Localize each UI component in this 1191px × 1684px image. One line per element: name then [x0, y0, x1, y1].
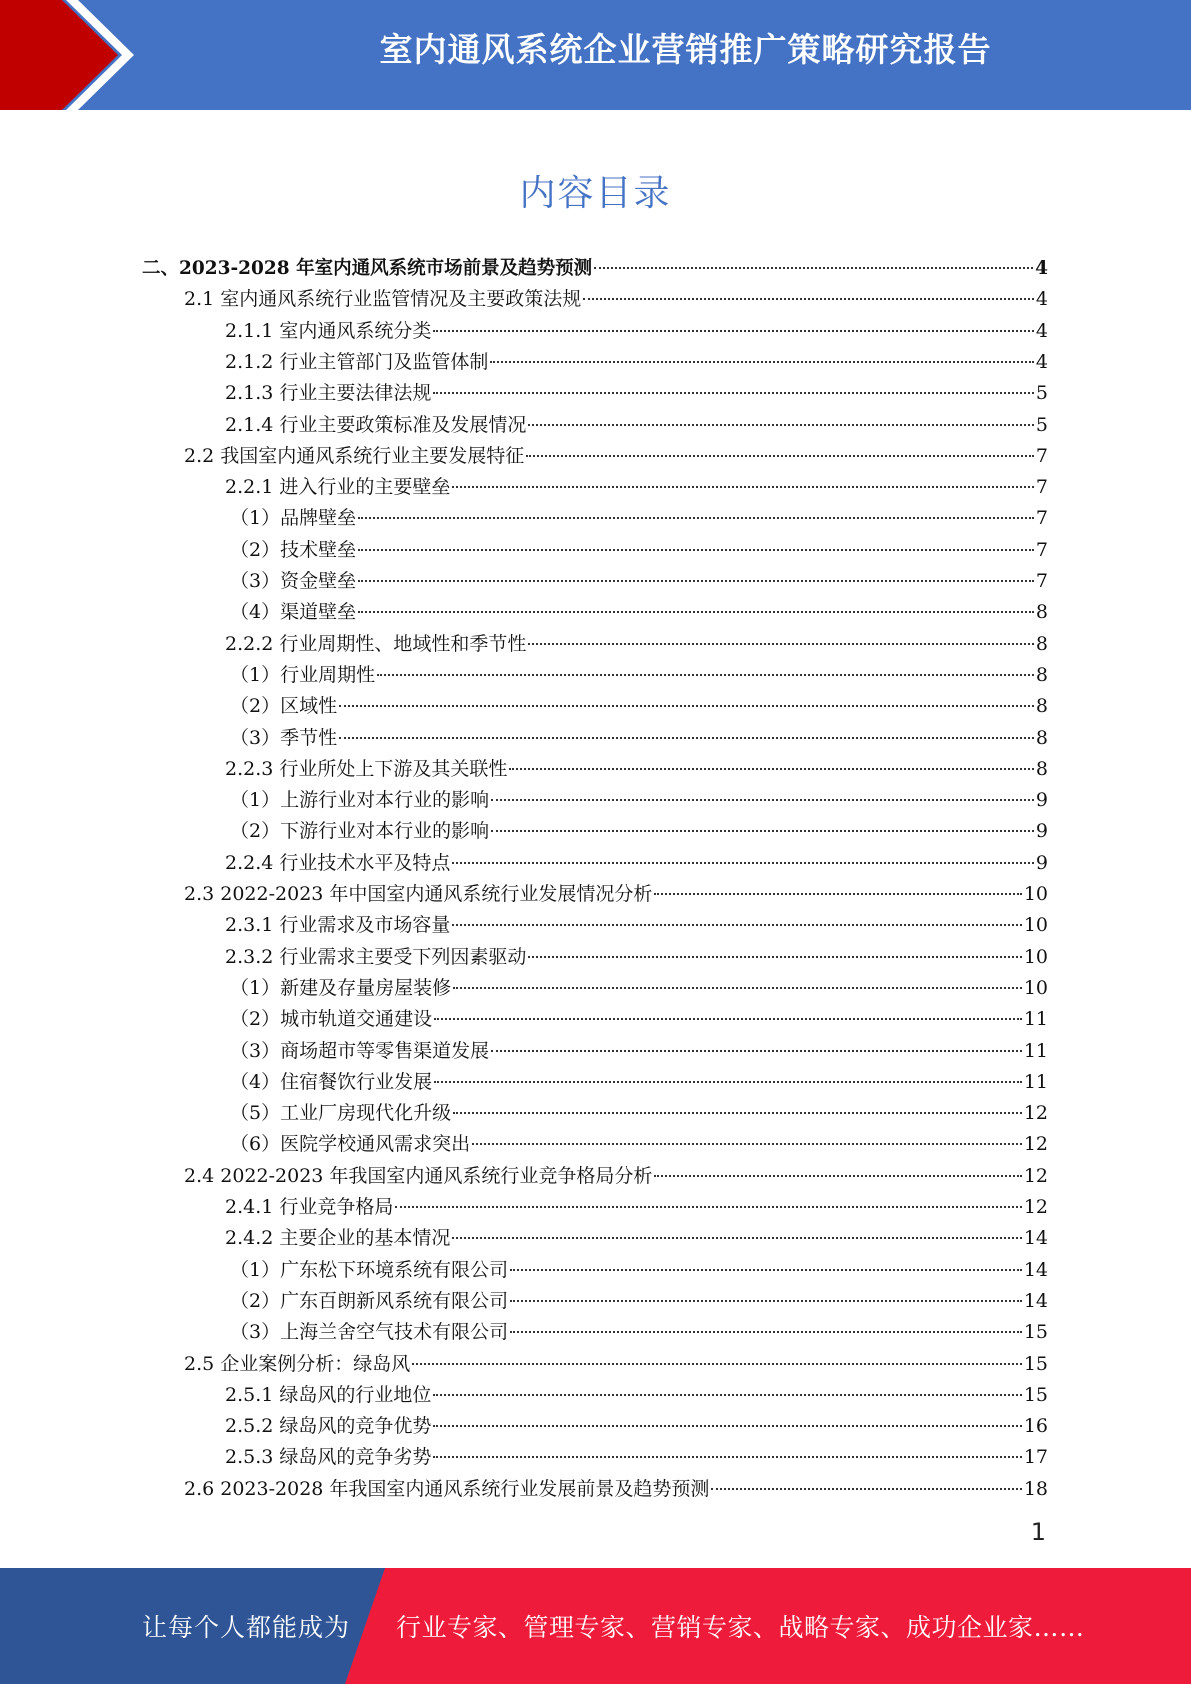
- toc-entry[interactable]: [230, 973, 1048, 1004]
- toc-dot-leader: [490, 361, 1034, 363]
- toc-entry-label: 2.5.3 绿岛风的竞争劣势: [225, 1446, 432, 1469]
- toc-entry-label: 2.2.1 进入行业的主要壁垒: [225, 476, 451, 499]
- toc-dot-leader: [510, 1300, 1022, 1302]
- toc-dot-leader: [433, 1456, 1021, 1458]
- toc-dot-leader: [412, 1363, 1022, 1365]
- toc-dot-leader: [654, 893, 1021, 895]
- toc-entry-page: 12: [1023, 1133, 1048, 1156]
- toc-dot-leader: [377, 674, 1034, 676]
- toc-entry-label: 2.1.1 室内通风系统分类: [225, 319, 432, 342]
- toc-entry-label: （4）住宿餐饮行业发展: [230, 1070, 433, 1093]
- toc-entry-page: 7: [1035, 444, 1048, 467]
- toc-dot-leader: [472, 1143, 1022, 1145]
- toc-dot-leader: [434, 1081, 1022, 1083]
- toc-dot-leader: [434, 1018, 1022, 1020]
- toc-entry-label: （3）商场超市等零售渠道发展: [230, 1039, 490, 1062]
- toc-dot-leader: [509, 768, 1034, 770]
- toc-entry[interactable]: [230, 1255, 1048, 1286]
- toc-entry[interactable]: [230, 535, 1048, 566]
- toc-entry-page: 7: [1035, 538, 1048, 561]
- report-header: [0, 0, 1191, 110]
- red-arrow-icon: [0, 0, 160, 110]
- toc-dot-leader: [594, 267, 1033, 269]
- toc-entry-page: 15: [1023, 1352, 1048, 1375]
- toc-entry[interactable]: [230, 1067, 1048, 1098]
- toc-dot-leader: [654, 1175, 1021, 1177]
- toc-entry-label: （2）城市轨道交通建设: [230, 1008, 433, 1031]
- toc-dot-leader: [433, 1394, 1021, 1396]
- toc-entry-page: 11: [1023, 1039, 1048, 1062]
- toc-dot-leader: [433, 330, 1034, 332]
- toc-dot-leader: [491, 799, 1034, 801]
- toc-entry-page: 11: [1023, 1008, 1048, 1031]
- toc-entry[interactable]: [184, 441, 1048, 472]
- toc-entry-page: 9: [1035, 851, 1048, 874]
- toc-entry-label: 2.2.3 行业所处上下游及其关联性: [225, 757, 508, 780]
- toc-dot-leader: [510, 1269, 1022, 1271]
- toc-dot-leader: [452, 486, 1034, 488]
- toc-entry[interactable]: [225, 1192, 1048, 1223]
- toc-entry[interactable]: [225, 410, 1048, 441]
- toc-entry-label: 2.3.1 行业需求及市场容量: [225, 914, 451, 937]
- toc-entry-page: 10: [1023, 883, 1048, 905]
- toc-entry-label: 2.5 企业案例分析：绿岛风: [184, 1352, 411, 1375]
- toc-entry[interactable]: [142, 253, 1048, 284]
- footer-slogan-left: 让每个人都能成为: [142, 1613, 351, 1642]
- toc-dot-leader: [339, 737, 1034, 739]
- toc-entry[interactable]: [230, 660, 1048, 691]
- toc-entry-page: 7: [1035, 570, 1048, 592]
- toc-entry-label: 2.3.2 行业需求主要受下列因素驱动: [225, 945, 527, 968]
- toc-dot-leader: [452, 1237, 1021, 1239]
- toc-dot-leader: [583, 298, 1034, 300]
- toc-entry-page: 8: [1035, 757, 1048, 780]
- toc-entry-page: 16: [1023, 1415, 1048, 1438]
- toc-entry[interactable]: [225, 316, 1048, 347]
- toc-entry-label: 2.5.1 绿岛风的行业地位: [225, 1383, 432, 1406]
- toc-entry[interactable]: [230, 566, 1048, 597]
- page-number: 1: [1030, 1518, 1046, 1546]
- toc-entry-page: 10: [1023, 945, 1048, 968]
- toc-entry-label: （5）工业厂房现代化升级: [230, 1102, 452, 1125]
- toc-entry[interactable]: [225, 754, 1048, 785]
- toc-entry-label: 2.5.2 绿岛风的竞争优势: [225, 1415, 432, 1438]
- toc-entry[interactable]: [225, 942, 1048, 973]
- toc-entry-label: （6）医院学校通风需求突出: [230, 1133, 471, 1156]
- toc-entry-label: 2.1.3 行业主要法律法规: [225, 382, 432, 405]
- toc-entry[interactable]: [230, 723, 1048, 754]
- toc-entry-page: 5: [1035, 413, 1048, 436]
- toc-dot-leader: [491, 830, 1034, 832]
- toc-entry-page: 14: [1023, 1289, 1048, 1312]
- toc-entry[interactable]: [230, 1129, 1048, 1160]
- toc-entry-label: 2.4 2022-2023 年我国室内通风系统行业竞争格局分析: [184, 1164, 653, 1187]
- toc-entry-page: 10: [1023, 976, 1048, 999]
- toc-entry-page: 10: [1023, 914, 1048, 937]
- toc-dot-leader: [452, 862, 1034, 864]
- toc-entry[interactable]: [225, 347, 1048, 378]
- toc-entry-label: 2.3 2022-2023 年中国室内通风系统行业发展情况分析: [184, 883, 653, 905]
- toc-entry-page: 8: [1035, 695, 1048, 718]
- footer-slogan-right: 行业专家、管理专家、营销专家、战略专家、成功企业家……: [396, 1613, 1085, 1642]
- toc-entry-label: 2.2.4 行业技术水平及特点: [225, 851, 451, 874]
- toc-entry[interactable]: [230, 691, 1048, 722]
- toc-entry[interactable]: [184, 284, 1048, 315]
- toc-entry[interactable]: [230, 1098, 1048, 1129]
- toc-entry[interactable]: [230, 503, 1048, 534]
- toc-entry[interactable]: [184, 1349, 1048, 1380]
- toc-dot-leader: [526, 455, 1034, 457]
- toc-entry-label: 2.4.1 行业竞争格局: [225, 1196, 394, 1218]
- toc-entry-page: 4: [1035, 258, 1048, 279]
- toc-dot-leader: [433, 392, 1034, 394]
- toc-entry-label: （1）广东松下环境系统有限公司: [230, 1258, 509, 1281]
- toc-dot-leader: [528, 956, 1021, 958]
- toc-entry-page: 15: [1023, 1321, 1048, 1344]
- toc-entry-label: （3）季节性: [230, 726, 338, 749]
- toc-entry-page: 9: [1035, 789, 1048, 812]
- toc-entry[interactable]: [225, 1411, 1048, 1442]
- toc-entry-page: 7: [1035, 476, 1048, 499]
- toc-entry[interactable]: [230, 816, 1048, 847]
- toc-entry[interactable]: [225, 472, 1048, 503]
- toc-dot-leader: [528, 424, 1034, 426]
- toc-entry-page: 12: [1023, 1164, 1048, 1187]
- toc-entry-label: 2.1.2 行业主管部门及监管体制: [225, 350, 489, 373]
- toc-entry-page: 8: [1035, 726, 1048, 749]
- toc-entry-label: （2）区域性: [230, 695, 338, 718]
- toc-dot-leader: [711, 1488, 1021, 1490]
- toc-entry[interactable]: [225, 848, 1048, 879]
- toc-entry[interactable]: [230, 597, 1048, 628]
- toc-dot-leader: [453, 987, 1022, 989]
- toc-heading: 内容目录: [519, 173, 672, 214]
- toc-entry[interactable]: [230, 1036, 1048, 1067]
- toc-dot-leader: [528, 643, 1034, 645]
- toc-entry-page: 5: [1035, 382, 1048, 405]
- toc-entry-label: （4）渠道壁垒: [230, 601, 357, 624]
- toc-entry-page: 14: [1023, 1227, 1048, 1250]
- toc-entry-label: 二、2023-2028 年室内通风系统市场前景及趋势预测: [142, 258, 593, 279]
- toc-entry[interactable]: [230, 1317, 1048, 1348]
- toc-dot-leader: [358, 549, 1034, 551]
- toc-entry-label: （2）下游行业对本行业的影响: [230, 820, 490, 843]
- toc-entry-label: （3）资金壁垒: [230, 570, 357, 592]
- toc-entry-label: （1）新建及存量房屋装修: [230, 976, 452, 999]
- report-title: 室内通风系统企业营销推广策略研究报告: [379, 30, 992, 69]
- toc-entry-page: 7: [1035, 507, 1048, 530]
- toc-entry-label: （3）上海兰舍空气技术有限公司: [230, 1321, 509, 1344]
- toc-dot-leader: [358, 517, 1034, 519]
- toc-entry[interactable]: [225, 629, 1048, 660]
- toc-entry-page: 18: [1023, 1477, 1048, 1500]
- toc-entry-page: 14: [1023, 1258, 1048, 1281]
- toc-entry-page: 9: [1035, 820, 1048, 843]
- toc-entry-page: 4: [1035, 319, 1048, 342]
- toc-entry-label: 2.6 2023-2028 年我国室内通风系统行业发展前景及趋势预测: [184, 1477, 710, 1500]
- toc-entry-label: 2.1.4 行业主要政策标准及发展情况: [225, 413, 527, 436]
- toc-entry-page: 12: [1023, 1196, 1048, 1218]
- toc-entry-page: 4: [1035, 288, 1048, 311]
- toc-entry[interactable]: [230, 1286, 1048, 1317]
- toc-entry-label: （2）广东百朗新风系统有限公司: [230, 1289, 509, 1312]
- toc-entry[interactable]: [230, 785, 1048, 816]
- toc-entry[interactable]: [225, 910, 1048, 941]
- toc-entry-page: 4: [1035, 350, 1048, 373]
- toc-entry-page: 8: [1035, 601, 1048, 624]
- toc-dot-leader: [395, 1206, 1021, 1208]
- toc-entry[interactable]: [225, 1442, 1048, 1473]
- toc-entry-page: 8: [1035, 663, 1048, 686]
- toc-dot-leader: [358, 580, 1034, 582]
- toc-entry-label: 2.2 我国室内通风系统行业主要发展特征: [184, 444, 525, 467]
- toc-dot-leader: [433, 1425, 1021, 1427]
- toc-entry-label: 2.2.2 行业周期性、地域性和季节性: [225, 632, 527, 655]
- toc-entry[interactable]: [225, 378, 1048, 409]
- toc-entry-label: （2）技术壁垒: [230, 538, 357, 561]
- toc-dot-leader: [510, 1331, 1022, 1333]
- toc-entry-label: （1）行业周期性: [230, 663, 376, 686]
- toc-entry[interactable]: [225, 1380, 1048, 1411]
- toc-entry-page: 15: [1023, 1383, 1048, 1406]
- toc-dot-leader: [339, 705, 1034, 707]
- toc-dot-leader: [452, 924, 1021, 926]
- toc-entry[interactable]: [184, 1161, 1048, 1192]
- toc-entry-page: 17: [1023, 1446, 1048, 1469]
- toc-entry-label: （1）上游行业对本行业的影响: [230, 789, 490, 812]
- toc-dot-leader: [491, 1050, 1022, 1052]
- toc-entry-page: 12: [1023, 1102, 1048, 1125]
- toc-entry[interactable]: [184, 879, 1048, 910]
- footer-banner: [0, 1568, 1191, 1684]
- toc-entry[interactable]: [184, 1474, 1048, 1505]
- toc-entry[interactable]: [225, 1223, 1048, 1254]
- toc-entry-page: 11: [1023, 1070, 1048, 1093]
- toc-entry[interactable]: [230, 1004, 1048, 1035]
- toc-entry-label: 2.1 室内通风系统行业监管情况及主要政策法规: [184, 288, 582, 311]
- toc-entry-label: 2.4.2 主要企业的基本情况: [225, 1227, 451, 1250]
- toc-entry-page: 8: [1035, 632, 1048, 655]
- toc-entry-label: （1）品牌壁垒: [230, 507, 357, 530]
- toc-dot-leader: [453, 1112, 1022, 1114]
- toc-dot-leader: [358, 611, 1034, 613]
